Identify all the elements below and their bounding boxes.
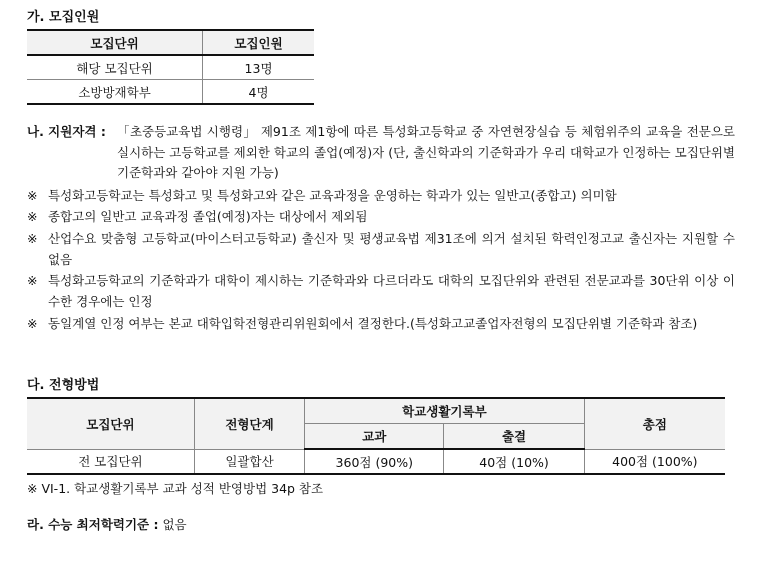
header-attendance: 출결	[444, 424, 584, 450]
cell-unit: 소방방재학부	[27, 80, 203, 105]
header-subject: 교과	[305, 424, 444, 450]
note-mark: ※	[27, 273, 38, 288]
cell-subject: 360점 (90%)	[305, 449, 444, 474]
note-text: 특성화고등학교는 특성화고 및 특성화고와 같은 교육과정을 운영하는 학과가 있는 일반고(종합고) 의미함	[48, 188, 617, 203]
header-count: 모집인원	[203, 30, 314, 55]
cell-total: 400점 (100%)	[584, 449, 725, 474]
section-c-heading: 다. 전형방법	[27, 378, 100, 393]
recruitment-table	[27, 29, 314, 105]
note-mark: ※	[27, 188, 38, 203]
csat-value: 없음	[162, 517, 187, 532]
cell-unit: 전 모집단위	[78, 454, 143, 470]
method-note: ※ VI-1. 학교생활기록부 교과 성적 반영방법 34p 참조	[27, 481, 324, 496]
note-item	[27, 206, 735, 227]
note-item	[27, 228, 735, 270]
qualification-text: 「초중등교육법 시행령」 제91조 제1항에 따른 특성화고등학교 중 자연현장실습 등 체험위주의 교육을 전문으로 실시하는 고등학교를 제외한 학교의 졸업(예정)자 (단, 출신학과의 기준학과가 우리 대학교가 인정하는 모집단위별 기준학과와 같아야 지원 가능)	[117, 124, 735, 180]
cell-count: 13명	[203, 55, 314, 80]
cell-attendance: 40점 (10%)	[444, 449, 584, 474]
cell-stage: 일괄합산	[194, 449, 304, 474]
note-text: 종합고의 일반고 교육과정 졸업(예정)자는 대상에서 제외됨	[48, 209, 368, 224]
note-item	[27, 185, 735, 206]
section-a-heading: 가. 모집인원	[27, 10, 100, 25]
selection-method-table	[27, 397, 725, 475]
csat-requirement	[27, 515, 187, 533]
cell-count: 4명	[203, 80, 314, 105]
header-school-record: 학교생활기록부	[305, 398, 585, 424]
header-total: 총점	[584, 398, 725, 449]
note-mark: ※	[27, 231, 38, 246]
header-stage: 전형단계	[194, 398, 304, 449]
note-text: 산업수요 맞춤형 고등학교(마이스터고등학교) 출신자 및 평생교육법 제31조에 의거 설치된 학력인정고교 출신자는 지원할 수 없음	[48, 231, 735, 267]
note-mark: ※	[27, 209, 38, 224]
table-row	[27, 55, 314, 80]
header-unit: 모집단위	[27, 398, 194, 449]
cell-unit: 해당 모집단위	[27, 55, 203, 80]
csat-label: 라. 수능 최저학력기준 :	[27, 517, 159, 532]
qualification-label: 나. 지원자격 :	[27, 124, 106, 139]
note-text: 특성화고등학교의 기준학과가 대학이 제시하는 기준학과와 다르더라도 대학의 모집단위와 관련된 전문교과를 30단위 이상 이수한 경우에는 인정	[48, 273, 735, 309]
table-row	[27, 449, 725, 474]
table-row	[27, 80, 314, 105]
note-item	[27, 270, 735, 312]
note-mark: ※	[27, 316, 38, 331]
note-item	[27, 313, 735, 334]
header-unit: 모집단위	[27, 30, 203, 55]
note-text: 동일계열 인정 여부는 본교 대학입학전형관리위원회에서 결정한다.(특성화고교졸업자전형의 모집단위별 기준학과 참조)	[48, 316, 698, 331]
